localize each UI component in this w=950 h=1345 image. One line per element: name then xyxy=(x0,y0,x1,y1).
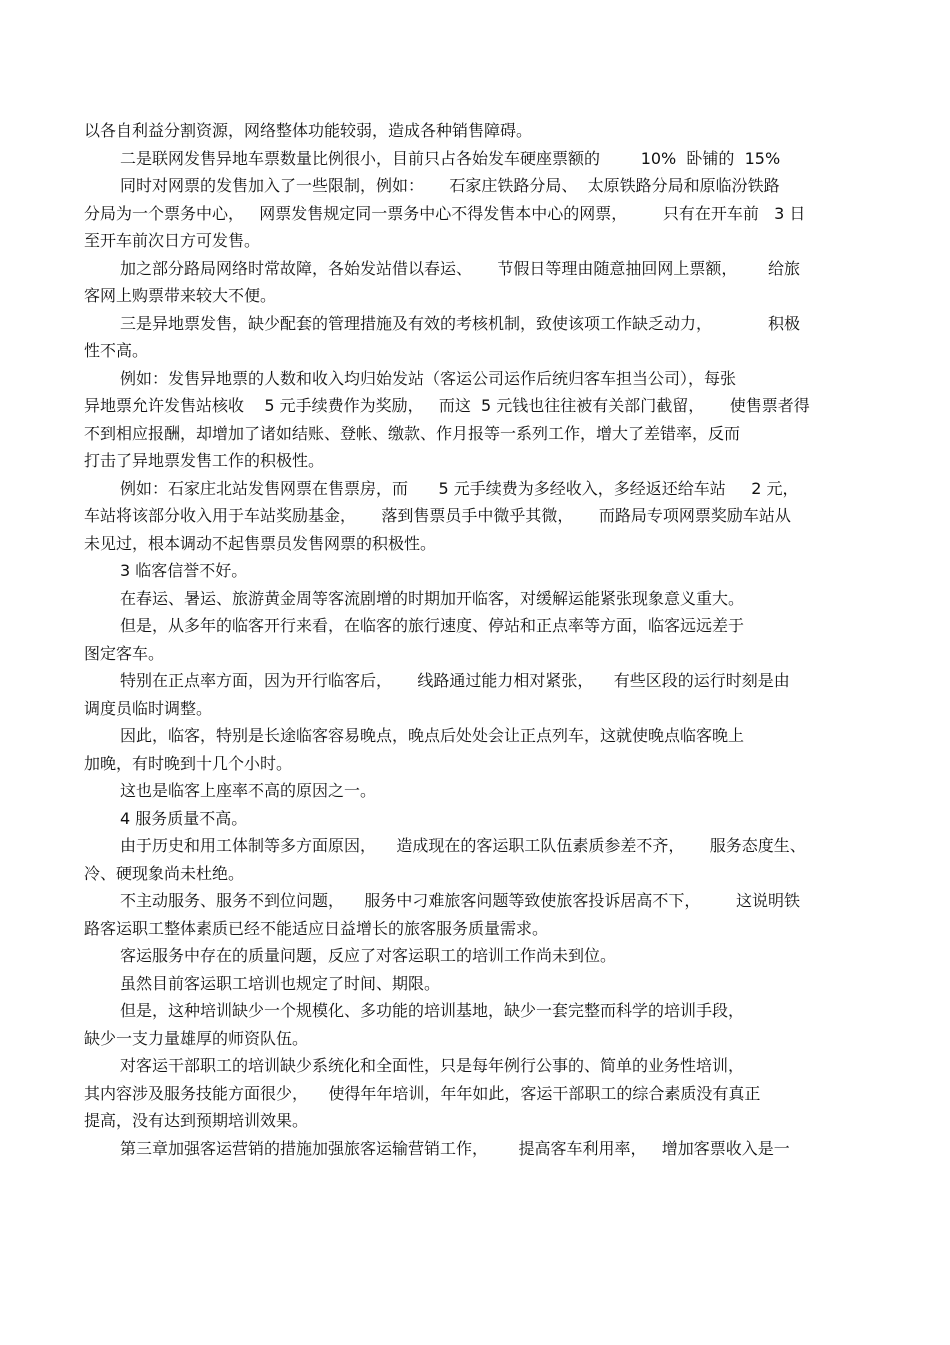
text-line: 4 服务质量不高。 xyxy=(120,808,248,828)
text-line: 这也是临客上座率不高的原因之一。 xyxy=(120,781,377,800)
text-line: 对客运干部职工的培训缺少系统化和全面性，只是每年例行公事的、简单的业务性培训， xyxy=(120,1056,745,1075)
text-line: 例如：石家庄北站发售网票在售票房，而 5 元手续费为多经收入，多经返还给车站 2 元， xyxy=(120,478,799,498)
text-line: 车站将该部分收入用于车站奖励基金， 落到售票员手中微乎其微， 而路局专项网票奖励车站从 xyxy=(84,506,791,525)
text-line: 客网上购票带来较大不便。 xyxy=(84,286,277,305)
text-line: 以各自利益分割资源，网络整体功能较弱，造成各种销售障碍。 xyxy=(84,121,533,140)
text-line: 客运服务中存在的质量问题，反应了对客运职工的培训工作尚未到位。 xyxy=(120,946,617,965)
text-line: 性不高。 xyxy=(84,341,149,360)
text-line: 但是，从多年的临客开行来看，在临客的旅行速度、停站和正点率等方面，临客远远差于 xyxy=(120,616,745,635)
text-line: 特别在正点率方面，因为开行临客后， 线路通过能力相对紧张， 有些区段的运行时刻是由 xyxy=(120,671,790,690)
text-line: 路客运职工整体素质已经不能适应日益增长的旅客服务质量需求。 xyxy=(84,918,549,938)
text-line: 由于历史和用工体制等多方面原因， 造成现在的客运职工队伍素质参差不齐， 服务态度生、 xyxy=(120,836,806,855)
text-line: 三是异地票发售，缺少配套的管理措施及有效的考核机制，致使该项工作缺乏动力， 积极 xyxy=(120,313,800,333)
text-line: 例如：发售异地票的人数和收入均归始发站（客运公司运作后统归客车担当公司），每张 xyxy=(120,368,737,388)
text-line: 缺少一支力量雄厚的师资队伍。 xyxy=(84,1028,309,1048)
text-line: 提高，没有达到预期培训效果。 xyxy=(84,1111,309,1130)
text-line: 同时对网票的发售加入了一些限制，例如： 石家庄铁路分局、 太原铁路分局和原临汾铁路 xyxy=(120,176,780,195)
text-line: 图定客车。 xyxy=(84,643,165,663)
text-line: 因此，临客，特别是长途临客容易晚点，晚点后处处会让正点列车，这就使晚点临客晚上 xyxy=(120,726,745,745)
text-line: 3 临客信誉不好。 xyxy=(120,561,248,580)
text-line: 不到相应报酬，却增加了诸如结账、登帐、缴款、作月报等一系列工作，增大了差错率，反而 xyxy=(84,423,741,443)
text-line: 不主动服务、服务不到位问题， 服务中刁难旅客问题等致使旅客投诉居高不下， 这说明铁 xyxy=(120,891,800,910)
text-line: 在春运、暑运、旅游黄金周等客流剧增的时期加开临客，对缓解运能紧张现象意义重大。 xyxy=(120,588,745,608)
text-line: 但是，这种培训缺少一个规模化、多功能的培训基地，缺少一套完整而科学的培训手段， xyxy=(120,1001,745,1020)
text-line: 第三章加强客运营销的措施加强旅客运输营销工作， 提高客车利用率， 增加客票收入是一 xyxy=(120,1138,790,1158)
text-line: 未见过，根本调动不起售票员发售网票的积极性。 xyxy=(84,533,437,553)
text-line: 异地票允许发售站核收 5 元手续费作为奖励， 而这 5 元钱也往往被有关部门截留， 使售票者得 xyxy=(84,396,810,415)
text-line: 分局为一个票务中心， 网票发售规定同一票务中心不得发售本中心的网票， 只有在开车前 3 日 xyxy=(84,203,806,223)
text-line: 其内容涉及服务技能方面很少， 使得年年培训，年年如此，客运干部职工的综合素质没有真正 xyxy=(84,1083,761,1103)
text-line: 二是联网发售异地车票数量比例很小，目前只占各始发车硬座票额的 10% 卧铺的 15% xyxy=(120,148,781,168)
document-body xyxy=(84,117,864,1162)
text-line: 打击了异地票发售工作的积极性。 xyxy=(84,451,325,470)
text-line: 至开车前次日方可发售。 xyxy=(84,231,261,250)
text-line: 加晚，有时晚到十几个小时。 xyxy=(84,753,293,773)
text-line: 调度员临时调整。 xyxy=(84,698,213,718)
text-line: 冷、硬现象尚未杜绝。 xyxy=(84,863,245,883)
text-line: 加之部分路局网络时常故障，各始发站借以春运、 节假日等理由随意抽回网上票额， 给旅 xyxy=(120,258,800,278)
text-line: 虽然目前客运职工培训也规定了时间、期限。 xyxy=(120,973,441,993)
